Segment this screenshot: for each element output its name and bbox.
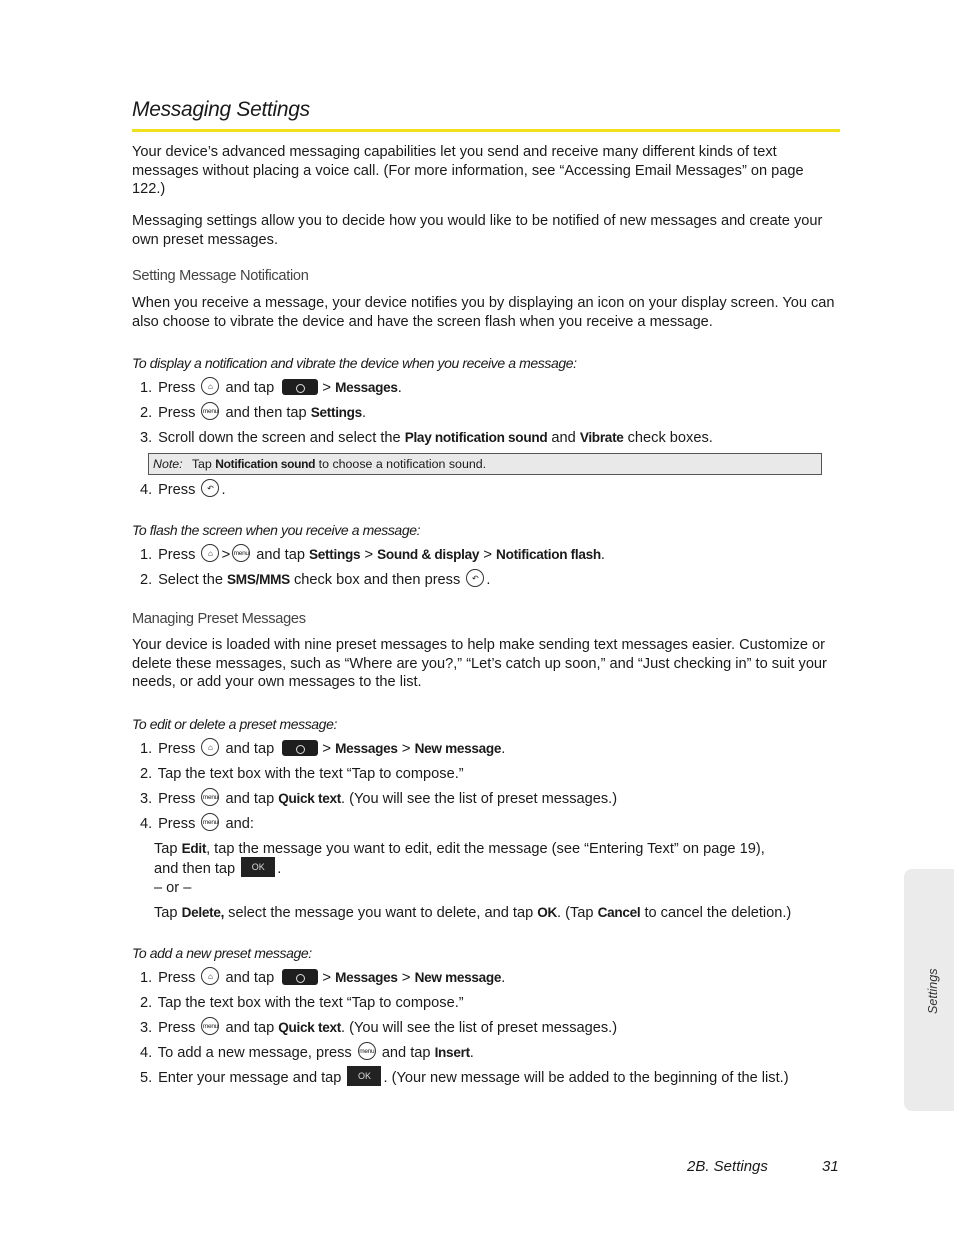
section-heading-preset: Managing Preset Messages xyxy=(132,611,306,627)
step-number: 5. xyxy=(140,1070,153,1086)
step-number: 1. xyxy=(140,380,153,396)
delete-label: Delete, xyxy=(181,905,225,920)
settings-label: Settings xyxy=(309,547,361,562)
step-text: Press xyxy=(158,405,196,421)
step-flash-2 xyxy=(140,570,490,590)
step-text: check box and then press xyxy=(293,572,461,588)
menu-icon: menu xyxy=(358,1042,376,1060)
notification-sound-label: Notification sound xyxy=(215,457,316,471)
step-text: and tap xyxy=(225,1020,275,1036)
step-text: To add a new message, press xyxy=(157,1045,352,1061)
step-add-3 xyxy=(140,1018,617,1038)
step-text: and tap xyxy=(225,380,275,396)
step-add-4 xyxy=(140,1043,474,1063)
step-text: . xyxy=(501,970,506,986)
step-flash-1 xyxy=(140,545,605,565)
step-text: Press xyxy=(158,816,196,832)
step-add-2 xyxy=(140,993,464,1013)
step-text: and tap xyxy=(225,791,275,807)
procedure-title-notify: To display a notification and vibrate the device when you receive a message: xyxy=(132,355,577,371)
step-text: Press xyxy=(158,482,196,498)
gt-glyph: > xyxy=(322,969,332,986)
home-icon: ⌂ xyxy=(201,544,219,562)
home-icon: ⌂ xyxy=(201,377,219,395)
procedure-title-edit: To edit or delete a preset message: xyxy=(132,716,337,732)
gt-glyph: > xyxy=(322,379,332,396)
step-number: 2. xyxy=(140,766,153,782)
messages-label: Messages xyxy=(335,380,398,395)
step-text: Tap the text box with the text “Tap to compose.” xyxy=(157,766,464,782)
step-text: select the message you want to delete, and tap xyxy=(228,905,534,921)
page-title: Messaging Settings xyxy=(132,98,310,121)
step-text: . (You will see the list of preset messages.) xyxy=(341,1020,618,1036)
menu-icon: menu xyxy=(201,813,219,831)
step-text: . xyxy=(397,380,402,396)
gt-glyph: > xyxy=(364,546,374,563)
step-edit-3 xyxy=(140,789,617,809)
menu-icon: menu xyxy=(201,788,219,806)
side-tab-label: Settings xyxy=(926,968,940,1014)
gt-glyph: > xyxy=(401,969,411,986)
cancel-label: Cancel xyxy=(597,905,641,920)
step-notify-3 xyxy=(140,428,713,448)
or-separator: – or – xyxy=(154,880,192,896)
step-text: and tap xyxy=(225,741,275,757)
intro-paragraph-2: Messaging settings allow you to decide how you would like to be notified of new messages and create your own preset messages. xyxy=(132,213,823,248)
back-icon: ↶ xyxy=(466,569,484,587)
step-text: Scroll down the screen and select the xyxy=(158,430,401,446)
step-text: . xyxy=(469,1045,474,1061)
step-number: 1. xyxy=(140,970,153,986)
insert-label: Insert xyxy=(434,1045,470,1060)
play-notification-sound-label: Play notification sound xyxy=(404,430,548,445)
step-number: 4. xyxy=(140,816,153,832)
step-text: and tap xyxy=(256,547,305,563)
step-text: . xyxy=(277,860,282,877)
step-text: . (Your new message will be added to the beginning of the list.) xyxy=(383,1070,789,1086)
step-text: . (You will see the list of preset messages.) xyxy=(341,791,618,807)
step-number: 4. xyxy=(140,482,153,498)
sms-mms-label: SMS/MMS xyxy=(227,572,290,587)
step-text: Press xyxy=(158,791,196,807)
home-icon: ⌂ xyxy=(201,738,219,756)
step-number: 2. xyxy=(140,405,153,421)
gt-glyph: > xyxy=(221,546,231,563)
quick-text-label: Quick text xyxy=(278,1020,341,1035)
note-label: Note: xyxy=(153,457,183,471)
step-number: 2. xyxy=(140,995,153,1011)
step-text: check boxes. xyxy=(627,430,713,446)
step-text: to cancel the deletion.) xyxy=(644,905,792,921)
step-text: Press xyxy=(158,380,196,396)
footer-page-number: 31 xyxy=(822,1158,839,1175)
step-text: Press xyxy=(158,741,196,757)
notification-paragraph: When you receive a message, your device notifies you by displaying an icon on your display screen. You can also choose to vibrate the device and have the screen flash when you receive a message. xyxy=(132,295,835,330)
step-number: 3. xyxy=(140,1020,153,1036)
applications-icon xyxy=(282,379,318,395)
step-number: 4. xyxy=(140,1045,153,1061)
ok-button-icon: OK xyxy=(347,1066,381,1086)
menu-icon: menu xyxy=(201,1017,219,1035)
procedure-title-flash: To flash the screen when you receive a message: xyxy=(132,522,421,538)
step-text: and then tap xyxy=(154,860,236,877)
messages-label: Messages xyxy=(335,741,398,756)
note-text: to choose a notification sound. xyxy=(318,457,487,471)
step-text: , tap the message you want to edit, edit the message (see “Entering Text” on page 19), xyxy=(206,841,765,857)
step-text: . xyxy=(486,572,491,588)
step-text: Tap xyxy=(154,841,178,857)
ok-button-icon: OK xyxy=(241,857,275,877)
edit-label: Edit xyxy=(181,841,207,856)
step-number: 3. xyxy=(140,791,153,807)
step-notify-4 xyxy=(140,480,226,500)
step-number: 1. xyxy=(140,547,153,563)
step-text: Tap xyxy=(154,905,178,921)
gt-glyph: > xyxy=(401,740,411,757)
footer-section: 2B. Settings xyxy=(687,1158,768,1175)
quick-text-label: Quick text xyxy=(278,791,341,806)
applications-icon xyxy=(282,969,318,985)
ok-label: OK xyxy=(537,905,558,920)
step-text: and: xyxy=(225,816,254,832)
step-text: Press xyxy=(158,1020,196,1036)
step-text: and tap xyxy=(381,1045,431,1061)
menu-icon: menu xyxy=(201,402,219,420)
step-text: and xyxy=(551,430,576,446)
step-text: Press xyxy=(158,547,196,563)
step-number: 1. xyxy=(140,741,153,757)
step-number: 3. xyxy=(140,430,153,446)
edit-option-text xyxy=(154,840,765,879)
messages-label: Messages xyxy=(335,970,398,985)
note-box xyxy=(148,453,822,475)
sound-display-label: Sound & display xyxy=(377,547,480,562)
menu-icon: menu xyxy=(232,544,250,562)
step-notify-1 xyxy=(140,378,402,398)
step-edit-4 xyxy=(140,814,254,834)
step-text: . xyxy=(221,482,226,498)
step-text: Tap the text box with the text “Tap to compose.” xyxy=(157,995,464,1011)
step-text: Press xyxy=(158,970,196,986)
new-message-label: New message xyxy=(414,741,502,756)
applications-icon xyxy=(282,740,318,756)
settings-label: Settings xyxy=(310,405,362,420)
delete-option-text xyxy=(154,904,791,923)
step-text: and then tap xyxy=(225,405,307,421)
step-text: Select the xyxy=(158,572,223,588)
notification-flash-label: Notification flash xyxy=(496,547,601,562)
step-text: . xyxy=(501,741,506,757)
vibrate-label: Vibrate xyxy=(579,430,624,445)
step-add-5 xyxy=(140,1068,789,1088)
step-notify-2 xyxy=(140,403,366,423)
title-rule xyxy=(132,129,840,132)
intro-paragraph-1: Your device’s advanced messaging capabilities let you send and receive many different kinds of text messages without placing a voice call. (For more information, see “Accessing Email Messages” on page 122.) xyxy=(132,144,804,197)
procedure-title-add: To add a new preset message: xyxy=(132,945,312,961)
step-add-1 xyxy=(140,968,505,988)
step-text: . xyxy=(361,405,367,421)
home-icon: ⌂ xyxy=(201,967,219,985)
back-icon: ↶ xyxy=(201,479,219,497)
gt-glyph: > xyxy=(483,546,492,563)
step-text: Enter your message and tap xyxy=(158,1070,342,1086)
note-text: Tap xyxy=(191,457,212,471)
step-text: . (Tap xyxy=(557,905,594,921)
step-number: 2. xyxy=(140,572,153,588)
step-text: . xyxy=(600,547,605,563)
step-edit-1 xyxy=(140,739,505,759)
preset-paragraph: Your device is loaded with nine preset messages to help make sending text messages easier. Customize or delete these messages, such as “Where are you?,” “Let’s catch up soon,” and “Just checking in” to suit your needs, or add your own messages to the list. xyxy=(132,637,827,690)
step-edit-2 xyxy=(140,764,464,784)
step-text: and tap xyxy=(225,970,275,986)
gt-glyph: > xyxy=(322,740,332,757)
section-heading-notification: Setting Message Notification xyxy=(132,268,309,284)
new-message-label: New message xyxy=(414,970,502,985)
